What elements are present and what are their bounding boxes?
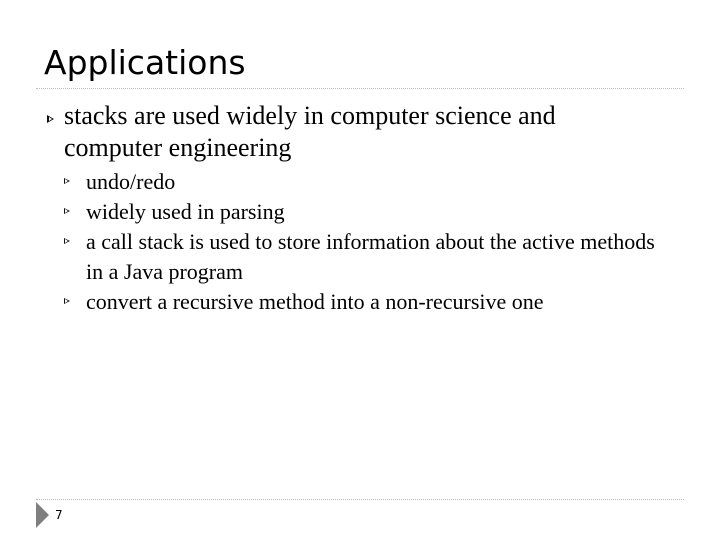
triangle-bullet-icon: [64, 208, 70, 214]
sub-bullet-text: undo/redo: [86, 169, 176, 194]
slide-title: Applications: [44, 43, 246, 82]
sub-bullet-item: [86, 197, 666, 227]
triangle-bullet-icon: [64, 298, 70, 304]
sub-bullet-text: convert a recursive method into a non-recursive one: [86, 289, 544, 314]
sub-bullet-item: [86, 227, 666, 287]
title-divider: [36, 88, 684, 89]
sub-bullet-item: [86, 167, 666, 197]
sub-bullet-text: a call stack is used to store information about the active methods in a Java program: [86, 229, 655, 284]
main-bullet-text: stacks are used widely in computer science and computer engineering: [64, 101, 556, 162]
triangle-bullet-icon: [64, 238, 70, 244]
page-number: 7: [55, 508, 63, 522]
footer-divider: [36, 499, 684, 500]
triangle-bullet-icon: [47, 115, 54, 123]
footer-arrow-icon: [36, 502, 49, 528]
sub-bullet-list: [86, 167, 666, 317]
sub-bullet-text: widely used in parsing: [86, 199, 285, 224]
sub-bullet-item: [86, 287, 666, 317]
triangle-bullet-icon: [64, 178, 70, 184]
